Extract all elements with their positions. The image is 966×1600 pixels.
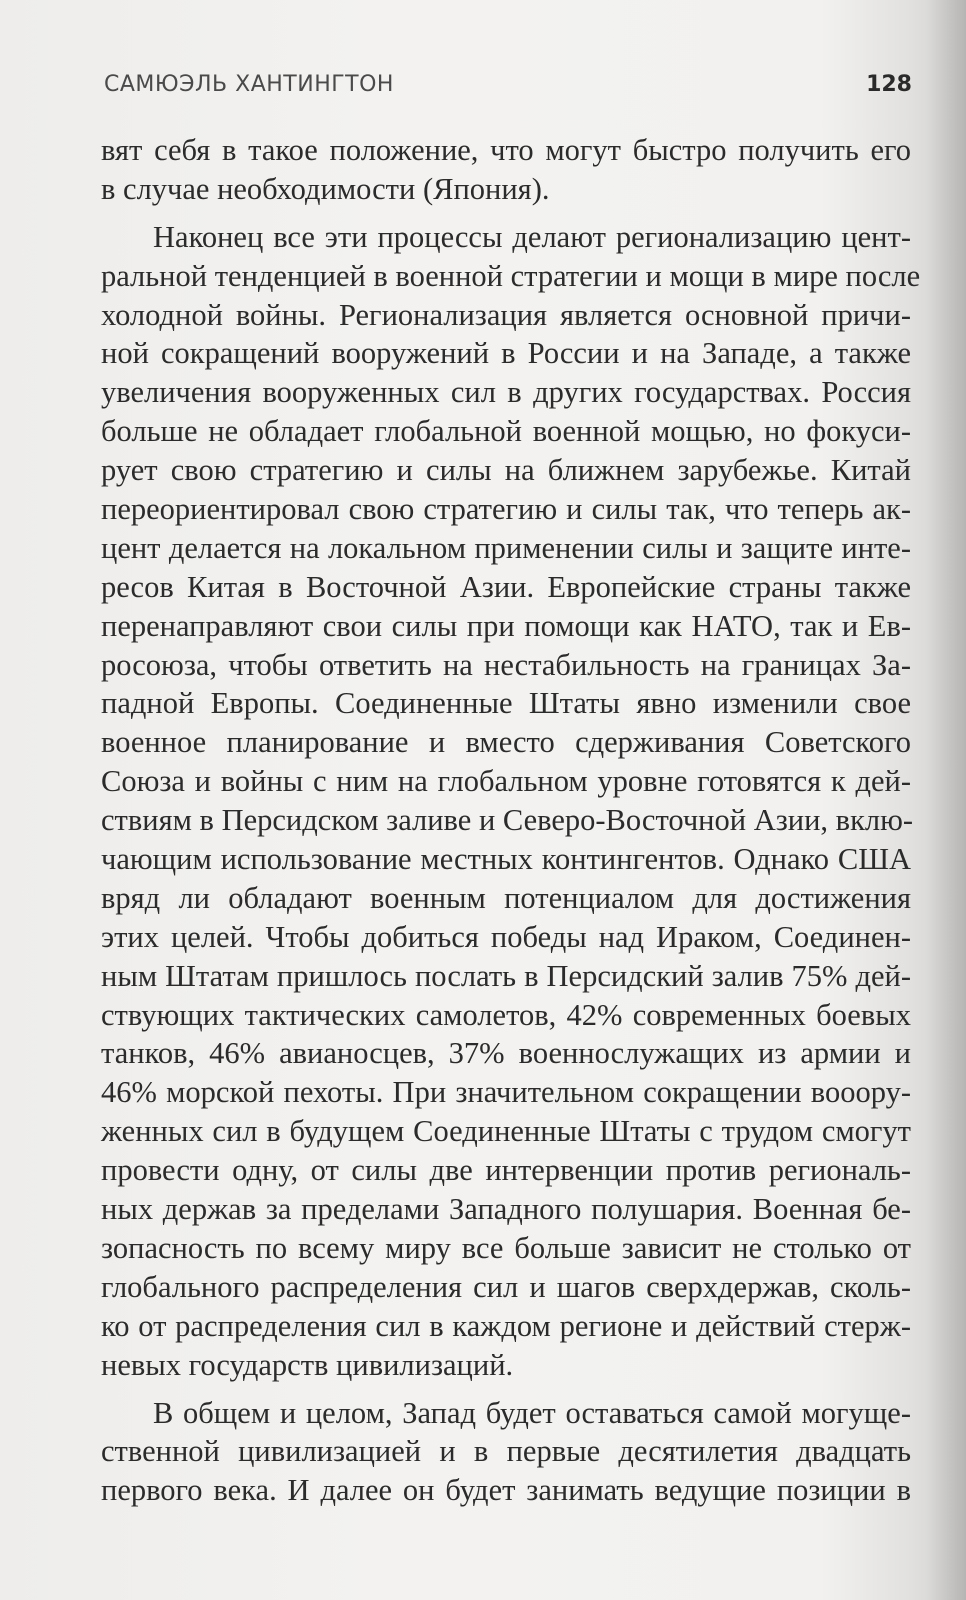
page-number: 128	[866, 72, 912, 97]
text-line: ным Штатам пришлось послать в Персидский залив 75% дей-	[101, 958, 911, 993]
text-line: зопасность по всему миру все больше зависит не столько от	[101, 1230, 911, 1265]
text-line: ствиям в Персидском заливе и Северо-Восточной Азии, вклю-	[101, 803, 914, 838]
text-line: вят себя в такое положение, что могут быстро получить его	[101, 133, 911, 167]
text-line: ственной цивилизацией и в первые десятилетия двадцать	[101, 1434, 911, 1469]
text-line: Наконец все эти процессы делают регионализацию цент-	[153, 219, 911, 254]
text-line: вряд ли обладают военным потенциалом для достижения	[101, 880, 911, 915]
text-line: женных сил в будущем Соединенные Штаты с трудом смогут	[101, 1114, 911, 1149]
running-head: САМЮЭЛЬ ХАНТИНГТОН	[104, 72, 394, 97]
text-line: в случае необходимости (Япония).	[101, 171, 550, 206]
body-text	[101, 131, 921, 1510]
text-line: падной Европы. Соединенные Штаты явно изменили свое	[101, 686, 911, 721]
text-line: Союза и войны с ним на глобальном уровне готовятся к дей-	[101, 764, 911, 799]
text-line: 46% морской пехоты. При значительном сокращении вооору-	[101, 1075, 911, 1110]
text-line: переориентировал свою стратегию и силы так, что теперь ак-	[101, 492, 911, 527]
text-line: ной сокращений вооружений в России и на Западе, а также	[101, 336, 911, 371]
paragraph	[101, 218, 921, 1385]
text-line: больше не обладает глобальной военной мощью, но фокуси-	[101, 414, 911, 449]
text-line: ресов Китая в Восточной Азии. Европейские страны также	[101, 569, 911, 604]
paragraph	[101, 1394, 911, 1511]
text-line: военное планирование и вместо сдерживания Советского	[101, 725, 911, 760]
text-line: В общем и целом, Запад будет оставаться самой могуще-	[153, 1395, 911, 1430]
text-line: ствующих тактических самолетов, 42% современных боевых	[101, 997, 911, 1032]
paragraph	[101, 131, 911, 209]
text-line: невых государств цивилизаций.	[101, 1347, 514, 1382]
text-line: перенаправляют свои силы при помощи как НАТО, так и Ев-	[101, 608, 911, 643]
text-line: этих целей. Чтобы добиться победы над Ираком, Соединен-	[101, 919, 911, 954]
text-line: ко от распределения сил в каждом регионе и действий стерж-	[101, 1308, 911, 1343]
text-line: росоюза, чтобы ответить на нестабильность на границах За-	[101, 647, 911, 682]
text-line: увеличения вооруженных сил в других государствах. Россия	[101, 375, 911, 410]
text-line: рует свою стратегию и силы на ближнем зарубежье. Китай	[101, 453, 911, 488]
text-line: чающим использование местных контингентов. Однако США	[101, 842, 911, 877]
text-line: цент делается на локальном применении силы и защите инте-	[101, 530, 911, 565]
text-line: холодной войны. Регионализация является основной причи-	[101, 297, 911, 332]
text-line: ных держав за пределами Западного полушария. Военная бе-	[101, 1192, 911, 1227]
text-line: первого века. И далее он будет занимать ведущие позиции в	[101, 1473, 911, 1508]
page-edge-shadow	[926, 0, 966, 1600]
text-line: провести одну, от силы две интервенции против региональ-	[101, 1153, 911, 1188]
text-line: танков, 46% авианосцев, 37% военнослужащих из армии и	[101, 1036, 911, 1071]
text-line: ральной тенденцией в военной стратегии и мощи в мире после	[101, 258, 921, 293]
text-line: глобального распределения сил и шагов сверхдержав, сколь-	[101, 1269, 911, 1304]
